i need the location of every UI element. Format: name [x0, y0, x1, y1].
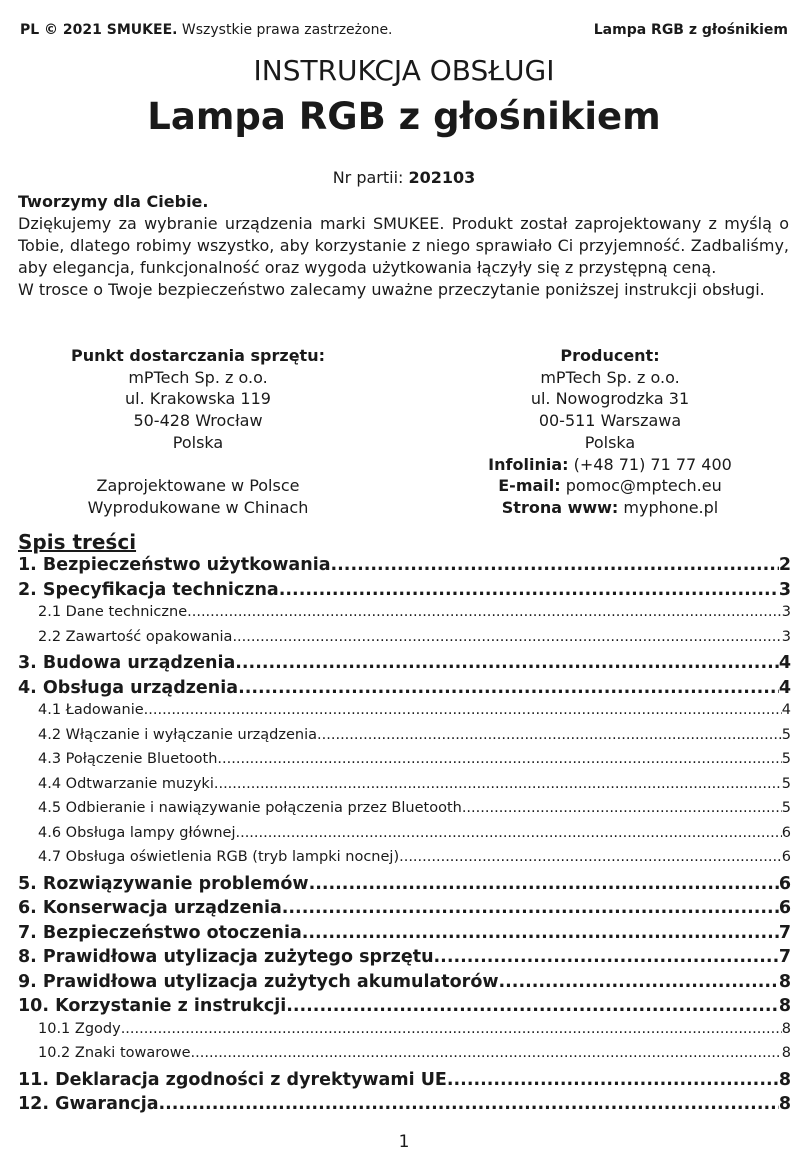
toc-entry[interactable]	[18, 580, 791, 605]
toc-entry[interactable]	[18, 874, 791, 899]
toc-entry-label: 4.4 Odtwarzanie muzyki	[38, 775, 214, 792]
toc-entry-label: 8. Prawidłowa utylizacja zużytego sprzętu	[18, 947, 434, 967]
toc-entry[interactable]	[18, 1094, 791, 1119]
toc-entry-page: 8	[778, 1069, 791, 1090]
email-value: pomoc@mptech.eu	[565, 476, 722, 496]
intro-paragraph-2: W trosce o Twoje bezpieczeństwo zalecamy uważne przeczytanie poniższej instrukcji obsługi.	[18, 280, 765, 299]
toc-entry-page: 3	[781, 604, 791, 620]
toc-leader-dots	[279, 580, 779, 600]
toc-leader-dots	[331, 555, 779, 575]
toc-entry[interactable]	[18, 751, 791, 776]
toc-entry-label: 4.5 Odbieranie i nawiązywanie połączenia przez Bluetooth	[38, 800, 462, 816]
toc-entry-label: 4.6 Obsługa lampy głównej	[38, 824, 236, 841]
toc-entry-page: 8	[781, 1020, 791, 1037]
toc-entry-label: 6. Konserwacja urządzenia	[18, 898, 282, 918]
delivery-country: Polska	[172, 432, 224, 452]
hotline	[460, 454, 760, 476]
intro-text	[18, 191, 789, 301]
toc-entry-label: 10.1 Zgody	[38, 1020, 121, 1037]
producer-heading: Producent:	[560, 346, 660, 365]
producer-block	[460, 345, 760, 519]
toc-leader-dots	[302, 923, 779, 943]
website-label: Strona www:	[501, 497, 619, 517]
toc-entry[interactable]	[18, 555, 791, 580]
toc-title: Spis treści	[18, 530, 137, 554]
producer-street: ul. Nowogrodzka 31	[530, 389, 690, 409]
toc-leader-dots	[121, 1021, 782, 1037]
toc-entry-label: 4.7 Obsługa oświetlenia RGB (tryb lampki nocnej)	[38, 849, 400, 865]
producer-company: mPTech Sp. z o.o.	[540, 367, 680, 387]
toc-entry[interactable]	[18, 727, 791, 752]
page-number: 1	[398, 1132, 410, 1152]
toc-entry-label: 4.3 Połączenie Bluetooth	[38, 751, 218, 767]
toc-entry-label: 1. Bezpieczeństwo użytkowania	[18, 555, 331, 575]
toc-entry-label: 10. Korzystanie z instrukcji	[18, 996, 287, 1016]
batch-label: Nr partii:	[332, 168, 404, 187]
document-type-title: INSTRUKCJA OBSŁUGI	[253, 54, 555, 87]
toc-leader-dots	[235, 825, 781, 841]
toc-entry[interactable]	[18, 800, 791, 825]
toc-entry[interactable]	[18, 702, 791, 727]
toc-entry[interactable]	[18, 996, 791, 1021]
toc-leader-dots	[309, 874, 779, 894]
hotline-value: (+48 71) 71 77 400	[573, 454, 732, 474]
copyright-bold: PL © 2021 SMUKEE.	[20, 22, 178, 38]
toc-entry-page: 4	[778, 677, 791, 698]
toc-leader-dots	[462, 800, 782, 816]
toc-entry[interactable]	[18, 825, 791, 850]
toc-entry-page: 6	[778, 898, 791, 918]
toc-entry[interactable]	[18, 629, 791, 654]
toc-entry-page: 5	[781, 726, 791, 743]
toc-entry-label: 11. Deklaracja zgodności z dyrektywami UE	[18, 1069, 447, 1090]
header-product-name: Lampa RGB z głośnikiem	[593, 22, 788, 38]
toc-entry[interactable]	[18, 653, 791, 678]
toc-leader-dots	[232, 629, 781, 645]
toc-entry-label: 10.2 Znaki towarowe	[38, 1045, 191, 1061]
toc-leader-dots	[399, 849, 782, 865]
toc-entry[interactable]	[18, 604, 791, 629]
toc-entry[interactable]	[18, 1045, 791, 1070]
toc-leader-dots	[159, 1094, 779, 1114]
designed-in: Zaprojektowane w Polsce	[96, 476, 300, 496]
toc-entry[interactable]	[18, 849, 791, 874]
batch-number	[0, 167, 808, 189]
toc-entry-label: 4.1 Ładowanie	[38, 702, 144, 718]
toc-entry-page: 2	[778, 555, 791, 575]
toc-leader-dots	[286, 996, 779, 1016]
toc-leader-dots	[238, 678, 779, 698]
toc-entry-page: 4	[781, 702, 791, 718]
toc-leader-dots	[499, 972, 779, 992]
delivery-point-block	[48, 345, 348, 519]
toc-entry-label: 4. Obsługa urządzenia	[18, 677, 239, 698]
toc-entry[interactable]	[18, 1070, 791, 1095]
delivery-city: 50-428 Wrocław	[133, 411, 263, 431]
toc-entry-label: 2. Specyfikacja techniczna	[18, 579, 279, 600]
toc-leader-dots	[434, 947, 779, 967]
toc-entry-page: 6	[781, 824, 791, 841]
toc-entry-page: 8	[778, 996, 791, 1016]
toc-leader-dots	[187, 604, 782, 620]
toc-entry-label: 4.2 Włączanie i wyłączanie urządzenia	[38, 726, 318, 743]
toc-leader-dots	[214, 776, 782, 792]
toc-entry[interactable]	[18, 923, 791, 948]
toc-entry-page: 6	[778, 873, 791, 894]
toc-entry[interactable]	[18, 776, 791, 801]
toc-entry[interactable]	[18, 678, 791, 703]
toc-entry-page: 4	[778, 653, 791, 673]
toc-entry-page: 8	[778, 971, 791, 992]
toc-entry-label: 5. Rozwiązywanie problemów	[18, 873, 309, 894]
toc-entry-page: 6	[781, 849, 791, 865]
toc-entry-label: 9. Prawidłowa utylizacja zużytych akumulatorów	[18, 971, 499, 992]
toc-entry-label: 3. Budowa urządzenia	[18, 653, 236, 673]
website-value: myphone.pl	[623, 497, 719, 517]
toc-leader-dots	[447, 1070, 779, 1090]
website	[460, 497, 760, 519]
hotline-label: Infolinia:	[488, 454, 569, 474]
intro-lead: Tworzymy dla Ciebie.	[18, 192, 209, 211]
page-header	[20, 20, 788, 40]
toc-leader-dots	[317, 727, 782, 743]
toc-entry-page: 5	[781, 800, 791, 816]
toc-leader-dots	[217, 751, 781, 767]
delivery-point-heading: Punkt dostarczania sprzętu:	[71, 346, 325, 365]
delivery-street: ul. Krakowska 119	[125, 389, 271, 409]
toc-entry-label: 12. Gwarancja	[18, 1094, 159, 1114]
toc-leader-dots	[282, 898, 779, 918]
email	[460, 475, 760, 497]
toc-entry-page: 3	[778, 579, 791, 600]
table-of-contents	[18, 555, 791, 1119]
toc-leader-dots	[235, 653, 779, 673]
producer-city: 00-511 Warszawa	[538, 411, 682, 431]
made-in: Wyprodukowane w Chinach	[87, 497, 309, 517]
toc-entry-page: 5	[781, 775, 791, 792]
product-title: Lampa RGB z głośnikiem	[147, 95, 661, 138]
toc-entry-page: 7	[778, 947, 791, 967]
toc-entry-page: 5	[781, 751, 791, 767]
toc-entry-page: 8	[778, 1094, 791, 1114]
toc-entry[interactable]	[18, 1021, 791, 1046]
toc-entry[interactable]	[18, 898, 791, 923]
delivery-company: mPTech Sp. z o.o.	[128, 367, 268, 387]
toc-entry-page: 8	[781, 1045, 791, 1061]
email-label: E-mail:	[498, 476, 561, 496]
toc-leader-dots	[144, 702, 782, 718]
toc-entry-page: 7	[778, 922, 791, 943]
toc-entry-label: 2.1 Dane techniczne	[38, 604, 188, 620]
batch-value: 202103	[408, 168, 476, 187]
copyright-rest: Wszystkie prawa zastrzeżone.	[181, 22, 393, 38]
toc-entry-page: 3	[781, 628, 791, 645]
producer-country: Polska	[584, 432, 636, 452]
toc-entry-label: 2.2 Zawartość opakowania	[38, 628, 233, 645]
toc-entry-label: 7. Bezpieczeństwo otoczenia	[18, 922, 302, 943]
toc-entry[interactable]	[18, 972, 791, 997]
intro-paragraph-1: Dziękujemy za wybranie urządzenia marki SMUKEE. Produkt został zaprojektowany z myślą o Tobie, dlatego robimy wszystko, aby korzystanie z niego sprawiało Ci przyjemność. Zadbaliśmy, aby elegancja, funkcjonalność oraz wygoda użytkowania łączyły się z przystępną ceną.	[18, 214, 789, 277]
toc-entry[interactable]	[18, 947, 791, 972]
copyright-notice	[20, 20, 393, 40]
toc-leader-dots	[191, 1045, 782, 1061]
